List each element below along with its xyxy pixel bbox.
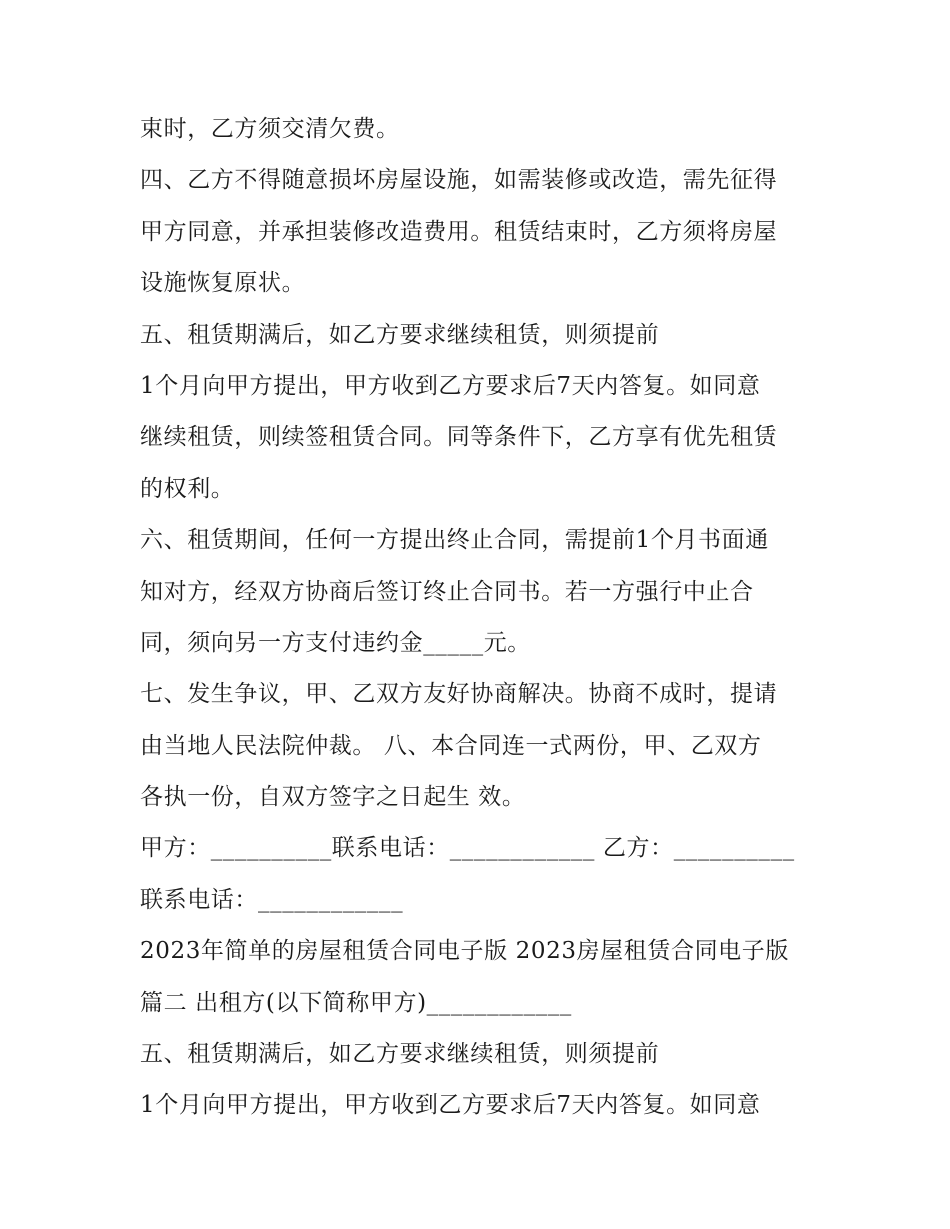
text-line: 1个月向甲方提出，甲方收到乙方要求后7天内答复。如同意: [140, 1092, 761, 1119]
text-line: 七、发生争议，甲、乙双方友好协商解决。协商不成时，提请: [140, 681, 778, 708]
text-line: 知对方，经双方协商后签订终止合同书。若一方强行中止合: [140, 578, 754, 605]
text-line: 甲方同意，并承担装修改造费用。租赁结束时，乙方须将房屋: [140, 218, 778, 245]
text-line: 六、租赁期间，任何一方提出终止合同，需提前1个月书面通: [140, 527, 769, 554]
signature-line-party-a-b: 甲方：__________联系电话：____________ 乙方：__________: [140, 835, 795, 862]
text-line: 束时，乙方须交清欠费。: [140, 116, 400, 142]
document-body: [140, 104, 830, 1132]
text-line: 四、乙方不得随意损坏房屋设施，如需装修或改造，需先征得: [140, 167, 778, 194]
text-line: 继续租赁，则续签租赁合同。同等条件下，乙方享有优先租赁: [140, 424, 778, 451]
text-line: 的权利。: [140, 475, 235, 502]
text-line: 篇二 出租方(以下简称甲方)____________: [140, 989, 572, 1016]
text-line: 由当地人民法院仲裁。 八、本合同连一式两份，甲、乙双方: [140, 732, 762, 759]
text-line: 1个月向甲方提出，甲方收到乙方要求后7天内答复。如同意: [140, 372, 761, 399]
text-line: 同，须向另一方支付违约金_____元。: [140, 629, 531, 656]
text-line: 五、租赁期满后，如乙方要求继续租赁，则须提前: [140, 1041, 660, 1068]
text-line: 2023年简单的房屋租赁合同电子版 2023房屋租赁合同电子版: [140, 938, 789, 965]
text-line: 各执一份，自双方签字之日起生 效。: [140, 784, 526, 811]
signature-line-phone: 联系电话：____________: [140, 886, 404, 913]
text-line: 五、租赁期满后，如乙方要求继续租赁，则须提前: [140, 321, 660, 348]
text-line: 设施恢复原状。: [140, 270, 306, 297]
